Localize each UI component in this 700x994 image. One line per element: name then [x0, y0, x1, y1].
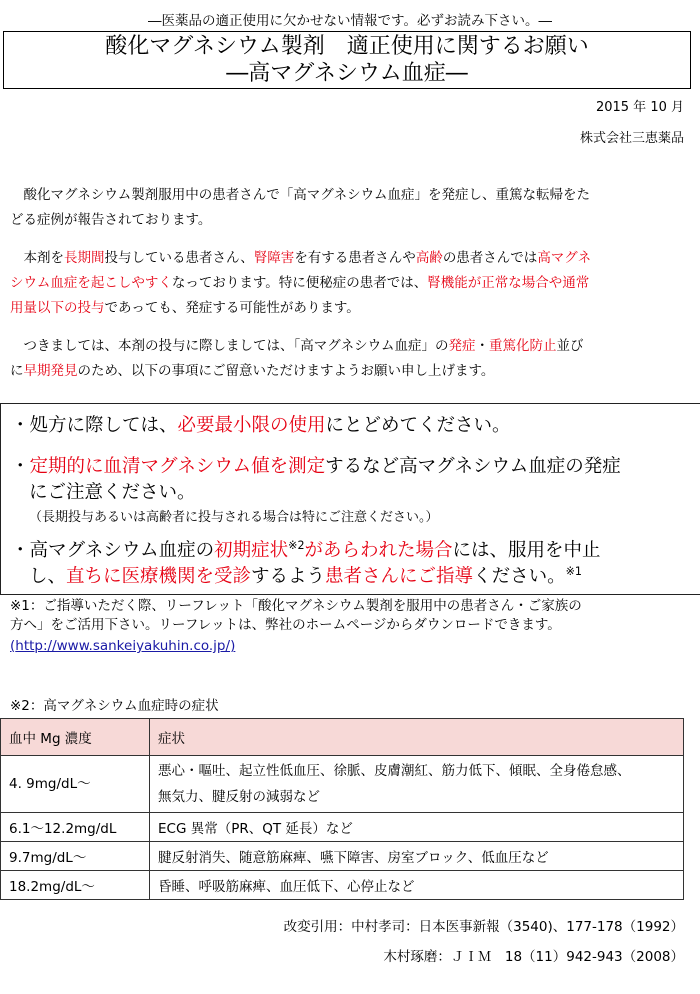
emphasis-text: 発症	[448, 338, 476, 354]
emphasis-text: 重篤化防止	[488, 338, 557, 354]
reference-citation: 木村琢磨：ＪＩＭ 18（11）942-943（2008）	[383, 949, 684, 965]
risk-paragraph	[10, 246, 688, 321]
mg-level-cell: 6.1～12.2mg/dL	[1, 813, 150, 842]
title-box	[3, 31, 691, 89]
table-row	[1, 871, 684, 900]
emphasis-text: 高マグネ	[537, 250, 592, 266]
table-row	[1, 756, 684, 813]
request-paragraph	[10, 334, 688, 384]
footnote-2: ※2：高マグネシウム血症時の症状	[10, 698, 219, 714]
emphasis-text: 腎障害	[253, 250, 295, 266]
reference-citation: 改変引用：中村孝司：日本医事新報（3540)、177-178（1992）	[283, 919, 684, 935]
caution-item: ・高マグネシウム血症の初期症状$^{※2}$があらわれた場合には、服用を中止	[11, 538, 601, 561]
footnote-1: ※1：ご指導いただく際、リーフレット「酸化マグネシウム製剤を服用中の患者さん・ご家族の	[10, 598, 582, 614]
risk-line: シウム血症を起こしやすくなっております。特に便秘症の患者では、腎機能が正常な場合や通常	[10, 275, 590, 291]
caution-item-note: （長期投与あるいは高齢者に投与される場合は特にご注意ください。）	[29, 510, 439, 525]
page-subtitle: ―高マグネシウム血症―	[226, 61, 468, 86]
emphasis-text: 用量以下の投与	[10, 300, 105, 316]
caution-item-continued: にご注意ください。	[29, 482, 196, 503]
symptom-table	[0, 718, 684, 900]
symptom-cell: ECG 異常（PR、QT 延長）など	[150, 813, 684, 842]
caution-box	[0, 403, 700, 595]
company-name: 株式会社三恵薬品	[579, 131, 684, 146]
top-notice: ―医薬品の適正使用に欠かせない情報です。必ずお読み下さい。―	[148, 13, 552, 29]
intro-line: 酸化マグネシウム製剤服用中の患者さんで「高マグネシウム血症」を発症し、重篤な転帰をた	[10, 187, 590, 203]
footnote-1-continued: 方へ」をご活用下さい。リーフレットは、弊社のホームページからダウンロードできます。	[10, 617, 561, 633]
website-link[interactable]: (http://www.sankeiyakuhin.co.jp/)	[10, 638, 236, 654]
emphasis-text: 高齢	[415, 250, 443, 266]
caution-item-continued: し、直ちに医療機関を受診するよう患者さんにご指導ください。$^{※1}$	[29, 564, 582, 587]
caution-item: ・定期的に血清マグネシウム値を測定するなど高マグネシウム血症の発症	[11, 456, 621, 477]
request-line: に早期発見のため、以下の事項にご留意いただけますようお願い申し上げます。	[10, 363, 495, 379]
emphasis-text: 腎機能が正常な場合や通常	[427, 275, 590, 291]
table-header-row	[1, 719, 684, 756]
emphasis-text: 長期間	[64, 250, 105, 266]
intro-paragraph	[10, 183, 688, 233]
risk-line: 本剤を長期間投与している患者さん、腎障害を有する患者さんや高齢の患者さんでは高マグネ	[10, 250, 592, 266]
mg-level-cell: 4. 9mg/dL～	[1, 756, 150, 813]
request-line: つきましては、本剤の投与に際しましては、「高マグネシウム血症」の発症・重篤化防止並び	[10, 338, 584, 354]
symptom-cell: 昏睡、呼吸筋麻痺、血圧低下、心停止など	[150, 871, 684, 900]
column-header: 症状	[150, 719, 684, 756]
intro-line: どる症例が報告されております。	[10, 212, 212, 228]
table-row	[1, 813, 684, 842]
symptom-cell: 腱反射消失、随意筋麻痺、嚥下障害、房室ブロック、低血圧など	[150, 842, 684, 871]
issue-date: 2015 年 10 月	[595, 100, 684, 115]
mg-level-cell: 18.2mg/dL～	[1, 871, 150, 900]
symptom-cell: 悪心・嘔吐、起立性低血圧、徐脈、皮膚潮紅、筋力低下、傾眠、全身倦怠感、 無気力、腱反射の減弱など	[150, 756, 684, 813]
emphasis-text: シウム血症を起こしやすく	[10, 275, 172, 291]
emphasis-text: 早期発見	[23, 363, 78, 379]
mg-level-cell: 9.7mg/dL～	[1, 842, 150, 871]
column-header: 血中 Mg 濃度	[1, 719, 150, 756]
risk-line: 用量以下の投与であっても、発症する可能性があります。	[10, 300, 360, 316]
caution-item: ・処方に際しては、必要最小限の使用にとどめてください。	[11, 415, 511, 436]
table-row	[1, 842, 684, 871]
page-title: 酸化マグネシウム製剤 適正使用に関するお願い	[105, 34, 589, 59]
